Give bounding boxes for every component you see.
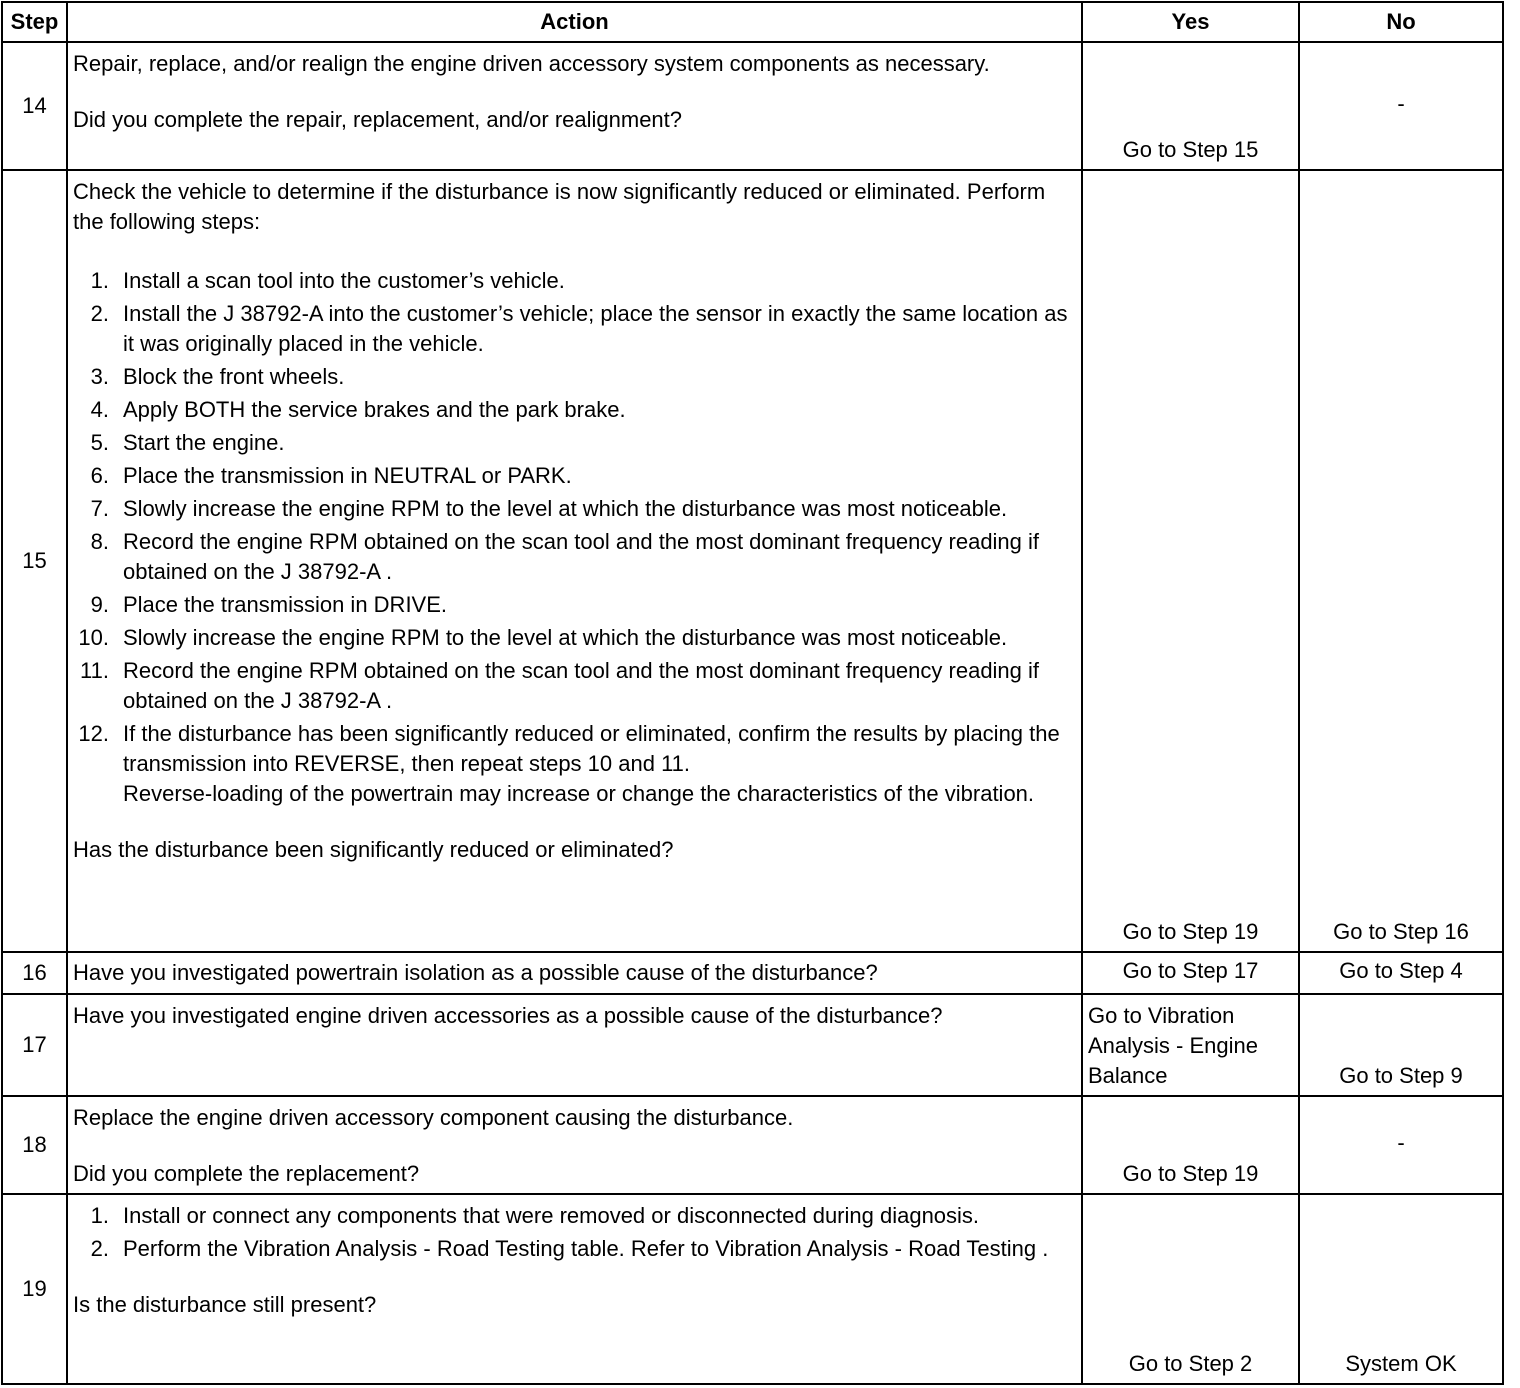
action-text: Check the vehicle to determine if the disturbance is now significantly reduced or eliminated. Perform the following steps: xyxy=(73,179,1046,234)
action-question: Have you investigated powertrain isolation as a possible cause of the disturbance? xyxy=(67,952,1082,994)
list-item: 5. Start the engine. xyxy=(90,430,285,455)
table-row xyxy=(2,1096,1503,1194)
header-no: No xyxy=(1299,2,1503,42)
step-number: 18 xyxy=(2,1096,67,1194)
list-item: 1. Install or connect any components that were removed or disconnected during diagnosis. xyxy=(90,1203,980,1228)
no-value: - xyxy=(1299,42,1503,170)
yes-link[interactable]: Go to Vibration Analysis - Engine Balance xyxy=(1082,994,1299,1096)
header-action: Action xyxy=(67,2,1082,42)
yes-link[interactable]: Go to Step 19 xyxy=(1082,170,1299,952)
no-link[interactable]: Go to Step 16 xyxy=(1299,170,1503,952)
action-question: Did you complete the repair, replacement, and/or realignment? xyxy=(73,107,683,132)
diagnostic-table xyxy=(1,1,1504,1385)
no-value: System OK xyxy=(1299,1194,1503,1384)
no-value: - xyxy=(1299,1096,1503,1194)
list-item: 8. Record the engine RPM obtained on the scan tool and the most dominant frequency reading if obtained on the J 38792-A . xyxy=(90,529,1040,584)
header-yes: Yes xyxy=(1082,2,1299,42)
header-step: Step xyxy=(2,2,67,42)
list-item: 1. Install a scan tool into the customer’s vehicle. xyxy=(90,268,565,293)
step-number: 17 xyxy=(2,994,67,1096)
step-number: 15 xyxy=(2,170,67,952)
list-item: 10. Slowly increase the engine RPM to the level at which the disturbance was most noticeable. xyxy=(78,625,1008,650)
step-number: 19 xyxy=(2,1194,67,1384)
step-number: 14 xyxy=(2,42,67,170)
yes-link[interactable]: Go to Step 15 xyxy=(1082,42,1299,170)
table-row xyxy=(2,1194,1503,1384)
action-question: Is the disturbance still present? xyxy=(73,1292,377,1317)
action-question: Did you complete the replacement? xyxy=(73,1161,420,1186)
action-cell xyxy=(67,42,1082,170)
procedure-list xyxy=(73,1201,1076,1264)
table-row xyxy=(2,952,1503,994)
action-question: Have you investigated engine driven accessories as a possible cause of the disturbance? xyxy=(67,994,1082,1096)
table-row xyxy=(2,170,1503,952)
procedure-list xyxy=(73,266,1076,809)
action-cell xyxy=(67,1096,1082,1194)
list-item: 12. If the disturbance has been significantly reduced or eliminated, confirm the results by placing the transmission into REVERSE, then repeat steps 10 and 11. Reverse-loading of the powertrain may increase or change the characteristics of the vibration. xyxy=(78,721,1060,806)
list-item: 6. Place the transmission in NEUTRAL or PARK. xyxy=(90,463,572,488)
action-text: Repair, replace, and/or realign the engine driven accessory system components as necessary. xyxy=(73,51,990,76)
header-row xyxy=(2,2,1503,42)
action-text: Replace the engine driven accessory component causing the disturbance. xyxy=(73,1105,794,1130)
table-row xyxy=(2,994,1503,1096)
action-question: Has the disturbance been significantly reduced or eliminated? xyxy=(73,837,674,862)
list-item: 2. Install the J 38792-A into the customer’s vehicle; place the sensor in exactly the same location as it was originally placed in the vehicle. xyxy=(90,301,1068,356)
list-item: 9. Place the transmission in DRIVE. xyxy=(90,592,448,617)
yes-link[interactable]: Go to Step 17 xyxy=(1082,952,1299,994)
list-item: 11. Record the engine RPM obtained on the scan tool and the most dominant frequency reading if obtained on the J 38792-A . xyxy=(80,658,1040,713)
step-number: 16 xyxy=(2,952,67,994)
action-cell xyxy=(67,1194,1082,1384)
yes-link[interactable]: Go to Step 19 xyxy=(1082,1096,1299,1194)
list-item: 4. Apply BOTH the service brakes and the park brake. xyxy=(90,397,626,422)
no-link[interactable]: Go to Step 4 xyxy=(1299,952,1503,994)
list-item: 7. Slowly increase the engine RPM to the level at which the disturbance was most noticeable. xyxy=(90,496,1008,521)
list-item-note: Reverse-loading of the powertrain may increase or change the characteristics of the vibration. xyxy=(123,781,1035,806)
table-row xyxy=(2,42,1503,170)
action-cell xyxy=(67,170,1082,952)
list-item: 3. Block the front wheels. xyxy=(90,364,345,389)
list-item: 2. Perform the Vibration Analysis - Road Testing table. Refer to Vibration Analysis - Road Testing . xyxy=(90,1236,1049,1261)
yes-link[interactable]: Go to Step 2 xyxy=(1082,1194,1299,1384)
no-link[interactable]: Go to Step 9 xyxy=(1299,994,1503,1096)
